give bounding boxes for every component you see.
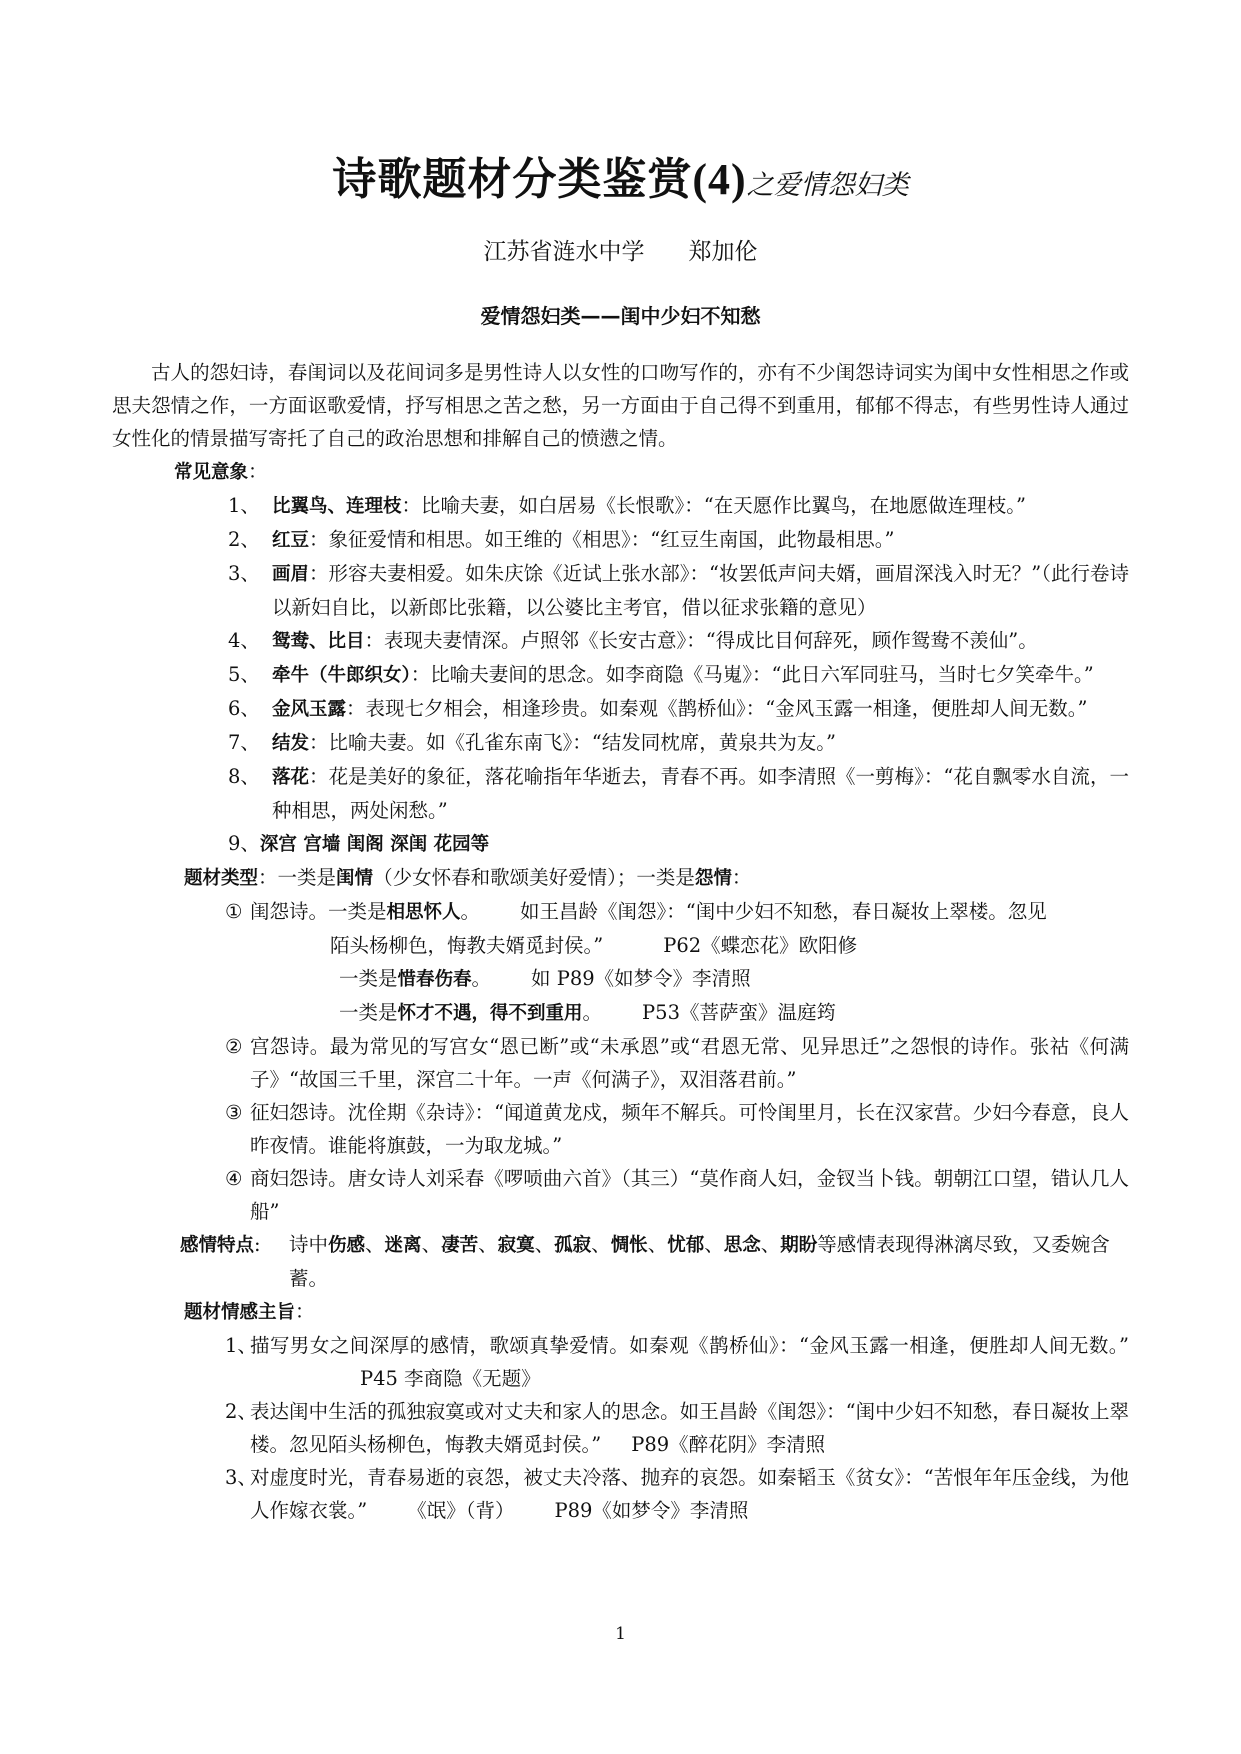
imagery-item	[112, 726, 1129, 760]
type-subitem	[112, 962, 1129, 996]
type-item	[112, 1096, 1129, 1162]
feelings-colon: :	[254, 1233, 261, 1256]
item-text: ：表现七夕相会，相逢珍贵。如秦观《鹊桥仙》：“金风玉露一相逢，便胜却人间无数。”	[346, 697, 1088, 720]
feelings-lead: 诗中	[289, 1233, 329, 1256]
theme-reference: 《氓》（背）	[407, 1499, 515, 1522]
imagery-item	[112, 489, 1129, 523]
type-lead: 一类是	[339, 967, 398, 990]
type-number: ①	[225, 900, 243, 923]
title-main: 诗歌题材分类鉴赏(4)	[332, 155, 747, 204]
type-number: ③	[225, 1101, 243, 1124]
type-term: 惜春伤春	[397, 969, 472, 990]
author-name: 郑加伦	[688, 239, 758, 265]
type-subitem	[112, 996, 1129, 1030]
item-number: 8、	[228, 765, 260, 788]
feeling-term: 惆怅	[610, 1235, 648, 1256]
type-punct: 。	[471, 967, 492, 990]
type-punct: 。	[582, 1001, 603, 1024]
item-number: 1、	[228, 494, 260, 517]
item-text: ：花是美好的象征，落花喻指年华逝去，青春不再。如李清照《一剪梅》：“花自飘零水自流，一种相思，两处闲愁。”	[272, 765, 1129, 822]
feeling-term: 迷离	[384, 1235, 422, 1256]
theme-text: 表达闺中生活的孤独寂寞或对丈夫和家人的思念。如王昌龄《闺怨》：“闺中少妇不知愁，春日凝妆上翠楼。忽见陌头杨柳色，悔教夫婿觅封侯。”	[250, 1400, 1129, 1456]
feeling-term: 孤寂	[554, 1235, 592, 1256]
types-colon: ：	[258, 866, 278, 889]
document-title	[112, 148, 1129, 212]
item-number: 7、	[228, 731, 260, 754]
feeling-term: 期盼	[780, 1235, 818, 1256]
themes-colon: ：	[295, 1300, 315, 1323]
type-number: ②	[225, 1035, 243, 1058]
theme-reference: P89《醉花阴》李清照	[631, 1433, 826, 1456]
imagery-item	[112, 760, 1129, 827]
theme-number: 2、	[225, 1400, 257, 1423]
type-item	[112, 1030, 1129, 1096]
types-intro: ：	[731, 866, 752, 889]
types-label: 题材类型	[184, 868, 259, 889]
imagery-item	[112, 624, 1129, 658]
type-term: 怀才不遇，得不到重用	[397, 1003, 583, 1024]
item-number: 4、	[228, 629, 260, 652]
feeling-sep: 、	[704, 1233, 724, 1256]
theme-text: 描写男女之间深厚的感情，歌颂真挚爱情。如秦观《鹊桥仙》：“金风玉露一相逢，便胜却人间无数。”	[250, 1334, 1129, 1357]
theme-number: 3、	[225, 1466, 257, 1489]
themes-heading	[184, 1295, 1129, 1329]
feeling-term: 忧郁	[667, 1235, 705, 1256]
feeling-sep: 、	[421, 1233, 442, 1256]
imagery-item-9	[112, 827, 1129, 861]
item-term: 牵牛（牛郎织女）	[272, 665, 411, 686]
type-punct: 。	[460, 900, 481, 923]
feelings-label: 感情特点	[180, 1235, 255, 1256]
types-term: 怨情	[694, 868, 732, 889]
item-number: 5、	[228, 663, 260, 686]
theme-item	[112, 1461, 1129, 1527]
imagery-item	[112, 658, 1129, 692]
themes-label: 题材情感主旨	[184, 1302, 296, 1323]
imagery-item	[112, 692, 1129, 726]
theme-reference: P45 李商隐《无题》	[360, 1367, 541, 1390]
feeling-sep: 、	[591, 1233, 611, 1256]
theme-item	[112, 1329, 1129, 1395]
item-terms: 深宫 宫墙 闺阁 深闺 花园等	[259, 834, 490, 855]
item-number: 9、	[228, 832, 260, 855]
theme-reference: P89《如梦令》李清照	[554, 1499, 749, 1522]
item-term: 鸳鸯、比目	[272, 631, 365, 652]
imagery-item	[112, 557, 1129, 624]
item-text: ：表现夫妻情深。卢照邻《长安古意》：“得成比目何辞死，顾作鸳鸯不羡仙”。	[364, 629, 1038, 652]
type-reference: P53《菩萨蛮》温庭筠	[642, 1001, 836, 1024]
type-cont-text: 陌头杨柳色，悔教夫婿觅封侯。”	[330, 934, 604, 957]
imagery-heading	[174, 455, 1129, 489]
feeling-sep: 、	[478, 1233, 498, 1256]
theme-number: 1、	[225, 1334, 257, 1357]
imagery-item	[112, 523, 1129, 557]
item-term: 金风玉露	[272, 699, 347, 720]
item-term: 红豆	[272, 530, 310, 551]
item-term: 落花	[272, 767, 310, 788]
item-number: 2、	[228, 528, 260, 551]
type-term: 相思怀人	[386, 902, 461, 923]
theme-text: 对虚度时光，青春易逝的哀怨，被丈夫冷落、抛弃的哀怨。如秦韬玉《贫女》：“苦恨年年压金线，为他人作嫁衣裳。”	[250, 1466, 1129, 1522]
item-term: 比翼鸟、连理枝	[272, 496, 402, 517]
item-number: 3、	[228, 562, 260, 585]
item-term: 结发	[272, 733, 310, 754]
feeling-term: 凄苦	[441, 1235, 479, 1256]
type-text: 商妇怨诗。唐女诗人刘采春《啰唝曲六首》（其三）“莫作商人妇，金钗当卜钱。朝朝江口望，错认几人船”	[250, 1167, 1129, 1223]
item-text: ：比喻夫妻。如《孔雀东南飞》：“结发同枕席，黄泉共为友。”	[309, 731, 836, 754]
type-text: 宫怨诗。最为常见的写宫女“恩已断”或“未承恩”或“君恩无常、见异思迁”之怨恨的诗作。张祜《何满子》“故国三千里，深宫二十年。一声《何满子》，双泪落君前。”	[250, 1035, 1129, 1091]
type-reference: 如 P89《如梦令》李清照	[531, 967, 751, 990]
page-number: 1	[615, 1624, 626, 1644]
type-lead: 闺怨诗。一类是	[250, 900, 387, 923]
title-subtitle: 之爱情怨妇类	[746, 170, 909, 201]
theme-item	[112, 1395, 1129, 1461]
type-lead: 一类是	[339, 1001, 398, 1024]
types-intro: （少女怀春和歌颂美好爱情）；一类是	[373, 866, 695, 889]
type-example: 如王昌龄《闺怨》：“闺中少妇不知愁，春日凝妆上翠楼。忽见	[520, 900, 1047, 923]
item-text: ：比喻夫妻间的思念。如李商隐《马嵬》：“此日六军同驻马，当时七夕笑牵牛。”	[410, 663, 1094, 686]
intro-paragraph: 古人的怨妇诗，春闺词以及花间词多是男性诗人以女性的口吻写作的，亦有不少闺怨诗词实为闺中女性相思之作或思夫怨情之作，一方面讴歌爱情，抒写相思之苦之愁，另一方面由于自己得不到重用，郁郁不得志，有些男性诗人通过女性化的情景描写寄托了自己的政治思想和排解自己的愤懑之情。	[112, 361, 1129, 450]
type-number: ④	[225, 1167, 243, 1190]
type-text: 征妇怨诗。沈佺期《杂诗》：“闻道黄龙戍，频年不解兵。可怜闺里月，长在汉家营。少妇今春意，良人昨夜情。谁能将旗鼓，一为取龙城。”	[250, 1101, 1129, 1157]
types-intro: 一类是	[277, 866, 337, 889]
type-continuation	[112, 929, 1129, 962]
feeling-sep: 、	[534, 1233, 555, 1256]
feeling-sep: 、	[647, 1233, 668, 1256]
imagery-heading-label: 常见意象	[174, 462, 249, 483]
type-reference: P62《蝶恋花》欧阳修	[663, 934, 858, 957]
author-school: 江苏省涟水中学	[483, 239, 645, 265]
item-number: 6、	[228, 697, 260, 720]
type-item	[112, 895, 1129, 929]
item-text: ：象征爱情和相思。如王维的《相思》：“红豆生南国，此物最相思。”	[309, 528, 895, 551]
feeling-term: 思念	[723, 1235, 761, 1256]
feelings-paragraph	[112, 1228, 1129, 1295]
section-heading: 爱情怨妇类——闺中少妇不知愁	[480, 304, 761, 328]
item-term: 画眉	[272, 564, 310, 585]
feelings-tail: 等感情表现得淋漓尽致，又委婉含蓄。	[289, 1233, 1110, 1290]
feeling-sep: 、	[760, 1233, 781, 1256]
author-line	[112, 232, 1129, 272]
feeling-term: 寂寞	[497, 1235, 535, 1256]
types-term: 闺情	[336, 868, 374, 889]
type-item	[112, 1162, 1129, 1228]
item-text: ：形容夫妻相爱。如朱庆馀《近试上张水部》：“妆罢低声问夫婿，画眉深浅入时无？”（此行卷诗以新妇自比，以新郎比张籍，以公婆比主考官，借以征求张籍的意见）	[272, 562, 1129, 619]
types-heading	[184, 861, 1129, 895]
feeling-sep: 、	[365, 1233, 385, 1256]
feeling-term: 伤感	[328, 1235, 366, 1256]
imagery-heading-colon: ：	[248, 460, 268, 483]
item-text: ：比喻夫妻，如白居易《长恨歌》：“在天愿作比翼鸟，在地愿做连理枝。”	[401, 494, 1026, 517]
feelings-heading	[180, 1228, 261, 1262]
